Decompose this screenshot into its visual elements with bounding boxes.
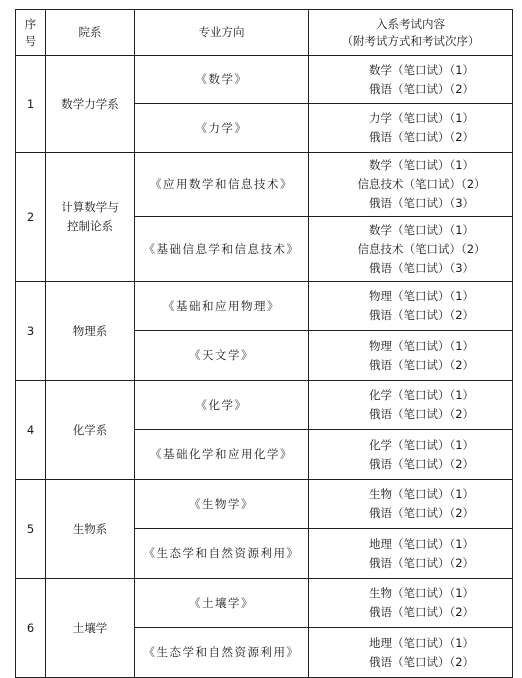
exam-content — [309, 529, 513, 579]
header-dept: 院系 — [46, 10, 135, 56]
exam-content — [309, 381, 513, 430]
exam-list — [369, 584, 474, 622]
department — [46, 579, 135, 678]
header-no-line: 序 — [24, 16, 37, 31]
header-no — [16, 10, 46, 56]
header-major: 专业方向 — [135, 10, 309, 56]
major-direction: 《基础化学和应用化学》 — [135, 430, 309, 480]
exam-content — [309, 56, 513, 104]
row-number: 6 — [16, 579, 46, 678]
department-line: 土壤学 — [72, 620, 108, 635]
major-direction: 《生态学和自然资源利用》 — [135, 628, 309, 678]
row-number: 2 — [16, 153, 46, 282]
major-direction: 《化学》 — [135, 381, 309, 430]
exam-content — [309, 331, 513, 381]
table-row — [16, 282, 513, 331]
exam-list — [369, 386, 474, 424]
exam-list — [369, 436, 474, 474]
department — [46, 282, 135, 381]
exam-list — [369, 109, 474, 147]
exam-line: 地理（笔口试）（1） — [368, 536, 475, 551]
table-row — [16, 153, 513, 217]
table-body — [16, 56, 513, 678]
exam-line: 化学（笔口试）（1） — [368, 437, 475, 452]
exam-list — [369, 634, 474, 672]
row-number: 4 — [16, 381, 46, 480]
department-line: 计算数学与 — [61, 200, 119, 214]
exam-list — [369, 535, 474, 573]
major-direction: 《数学》 — [135, 56, 309, 104]
department — [46, 56, 135, 153]
exam-line: 信息技术（笔口试）（2） — [357, 177, 486, 191]
table-row — [16, 56, 513, 104]
exam-line: 俄语（笔口试）（2） — [368, 308, 475, 322]
exam-line: 力学（笔口试）（1） — [368, 111, 475, 125]
exam-list — [369, 485, 474, 523]
exam-line: 俄语（笔口试）（2） — [368, 81, 475, 96]
row-number: 5 — [16, 480, 46, 579]
table-row — [16, 381, 513, 430]
major-direction: 《生物学》 — [135, 480, 309, 529]
major-direction: 《基础和应用物理》 — [135, 282, 309, 331]
exam-content — [309, 217, 513, 282]
exam-line: 化学（笔口试）（1） — [368, 388, 475, 402]
exam-line: 地理（笔口试）（1） — [368, 635, 475, 650]
exam-content — [309, 282, 513, 331]
department-line: 生物系 — [72, 521, 108, 536]
major-direction: 《天文学》 — [135, 331, 309, 381]
table-header-row — [16, 10, 513, 56]
exam-line: 俄语（笔口试）（2） — [368, 506, 475, 520]
department — [46, 381, 135, 480]
exam-list — [369, 61, 474, 99]
exam-list — [369, 287, 474, 325]
department-line: 化学系 — [72, 422, 108, 437]
exam-line: 俄语（笔口试）（2） — [368, 456, 475, 471]
exam-line: 数学（笔口试）（1） — [368, 222, 475, 237]
exam-line: 俄语（笔口试）（3） — [368, 260, 475, 275]
exam-line: 俄语（笔口试）（3） — [368, 196, 475, 210]
exam-line: 俄语（笔口试）（2） — [368, 407, 475, 421]
exam-line: 物理（笔口试）（1） — [368, 338, 475, 353]
exam-content-table — [15, 9, 513, 678]
exam-line: 数学（笔口试）（1） — [368, 158, 475, 172]
exam-list — [357, 221, 485, 278]
exam-line: 俄语（笔口试）（2） — [368, 357, 475, 372]
exam-line: 信息技术（笔口试）（2） — [357, 241, 486, 256]
major-direction: 《基础信息学和信息技术》 — [135, 217, 309, 282]
exam-line: 物理（笔口试）（1） — [368, 289, 475, 303]
header-no-line: 号 — [24, 33, 37, 48]
table-row — [16, 579, 513, 628]
exam-line: 生物（笔口试）（1） — [368, 487, 475, 501]
exam-line: 俄语（笔口试）（2） — [368, 555, 475, 570]
exam-content — [309, 480, 513, 529]
table-row — [16, 480, 513, 529]
header-exam — [309, 10, 513, 56]
header-exam-line: 入系考试内容 — [376, 16, 445, 31]
department-line: 控制论系 — [67, 219, 113, 233]
department-line: 数学力学系 — [61, 96, 119, 111]
major-direction: 《力学》 — [135, 104, 309, 153]
exam-line: 俄语（笔口试）（2） — [368, 654, 475, 669]
department-line: 物理系 — [72, 323, 108, 338]
exam-line: 俄语（笔口试）（2） — [368, 605, 475, 619]
exam-line: 俄语（笔口试）（2） — [368, 130, 475, 144]
major-direction: 《生态学和自然资源利用》 — [135, 529, 309, 579]
exam-content — [309, 104, 513, 153]
row-number: 1 — [16, 56, 46, 153]
major-direction: 《应用数学和信息技术》 — [135, 153, 309, 217]
department — [46, 480, 135, 579]
exam-line: 数学（笔口试）（1） — [368, 62, 475, 77]
department — [46, 153, 135, 282]
exam-content — [309, 628, 513, 678]
exam-content — [309, 153, 513, 217]
exam-list — [369, 337, 474, 375]
major-direction: 《土壤学》 — [135, 579, 309, 628]
exam-content — [309, 430, 513, 480]
exam-line: 生物（笔口试）（1） — [368, 586, 475, 600]
exam-list — [357, 156, 485, 213]
exam-content — [309, 579, 513, 628]
header-exam-line: （附考试方式和考试次序） — [341, 33, 480, 48]
row-number: 3 — [16, 282, 46, 381]
